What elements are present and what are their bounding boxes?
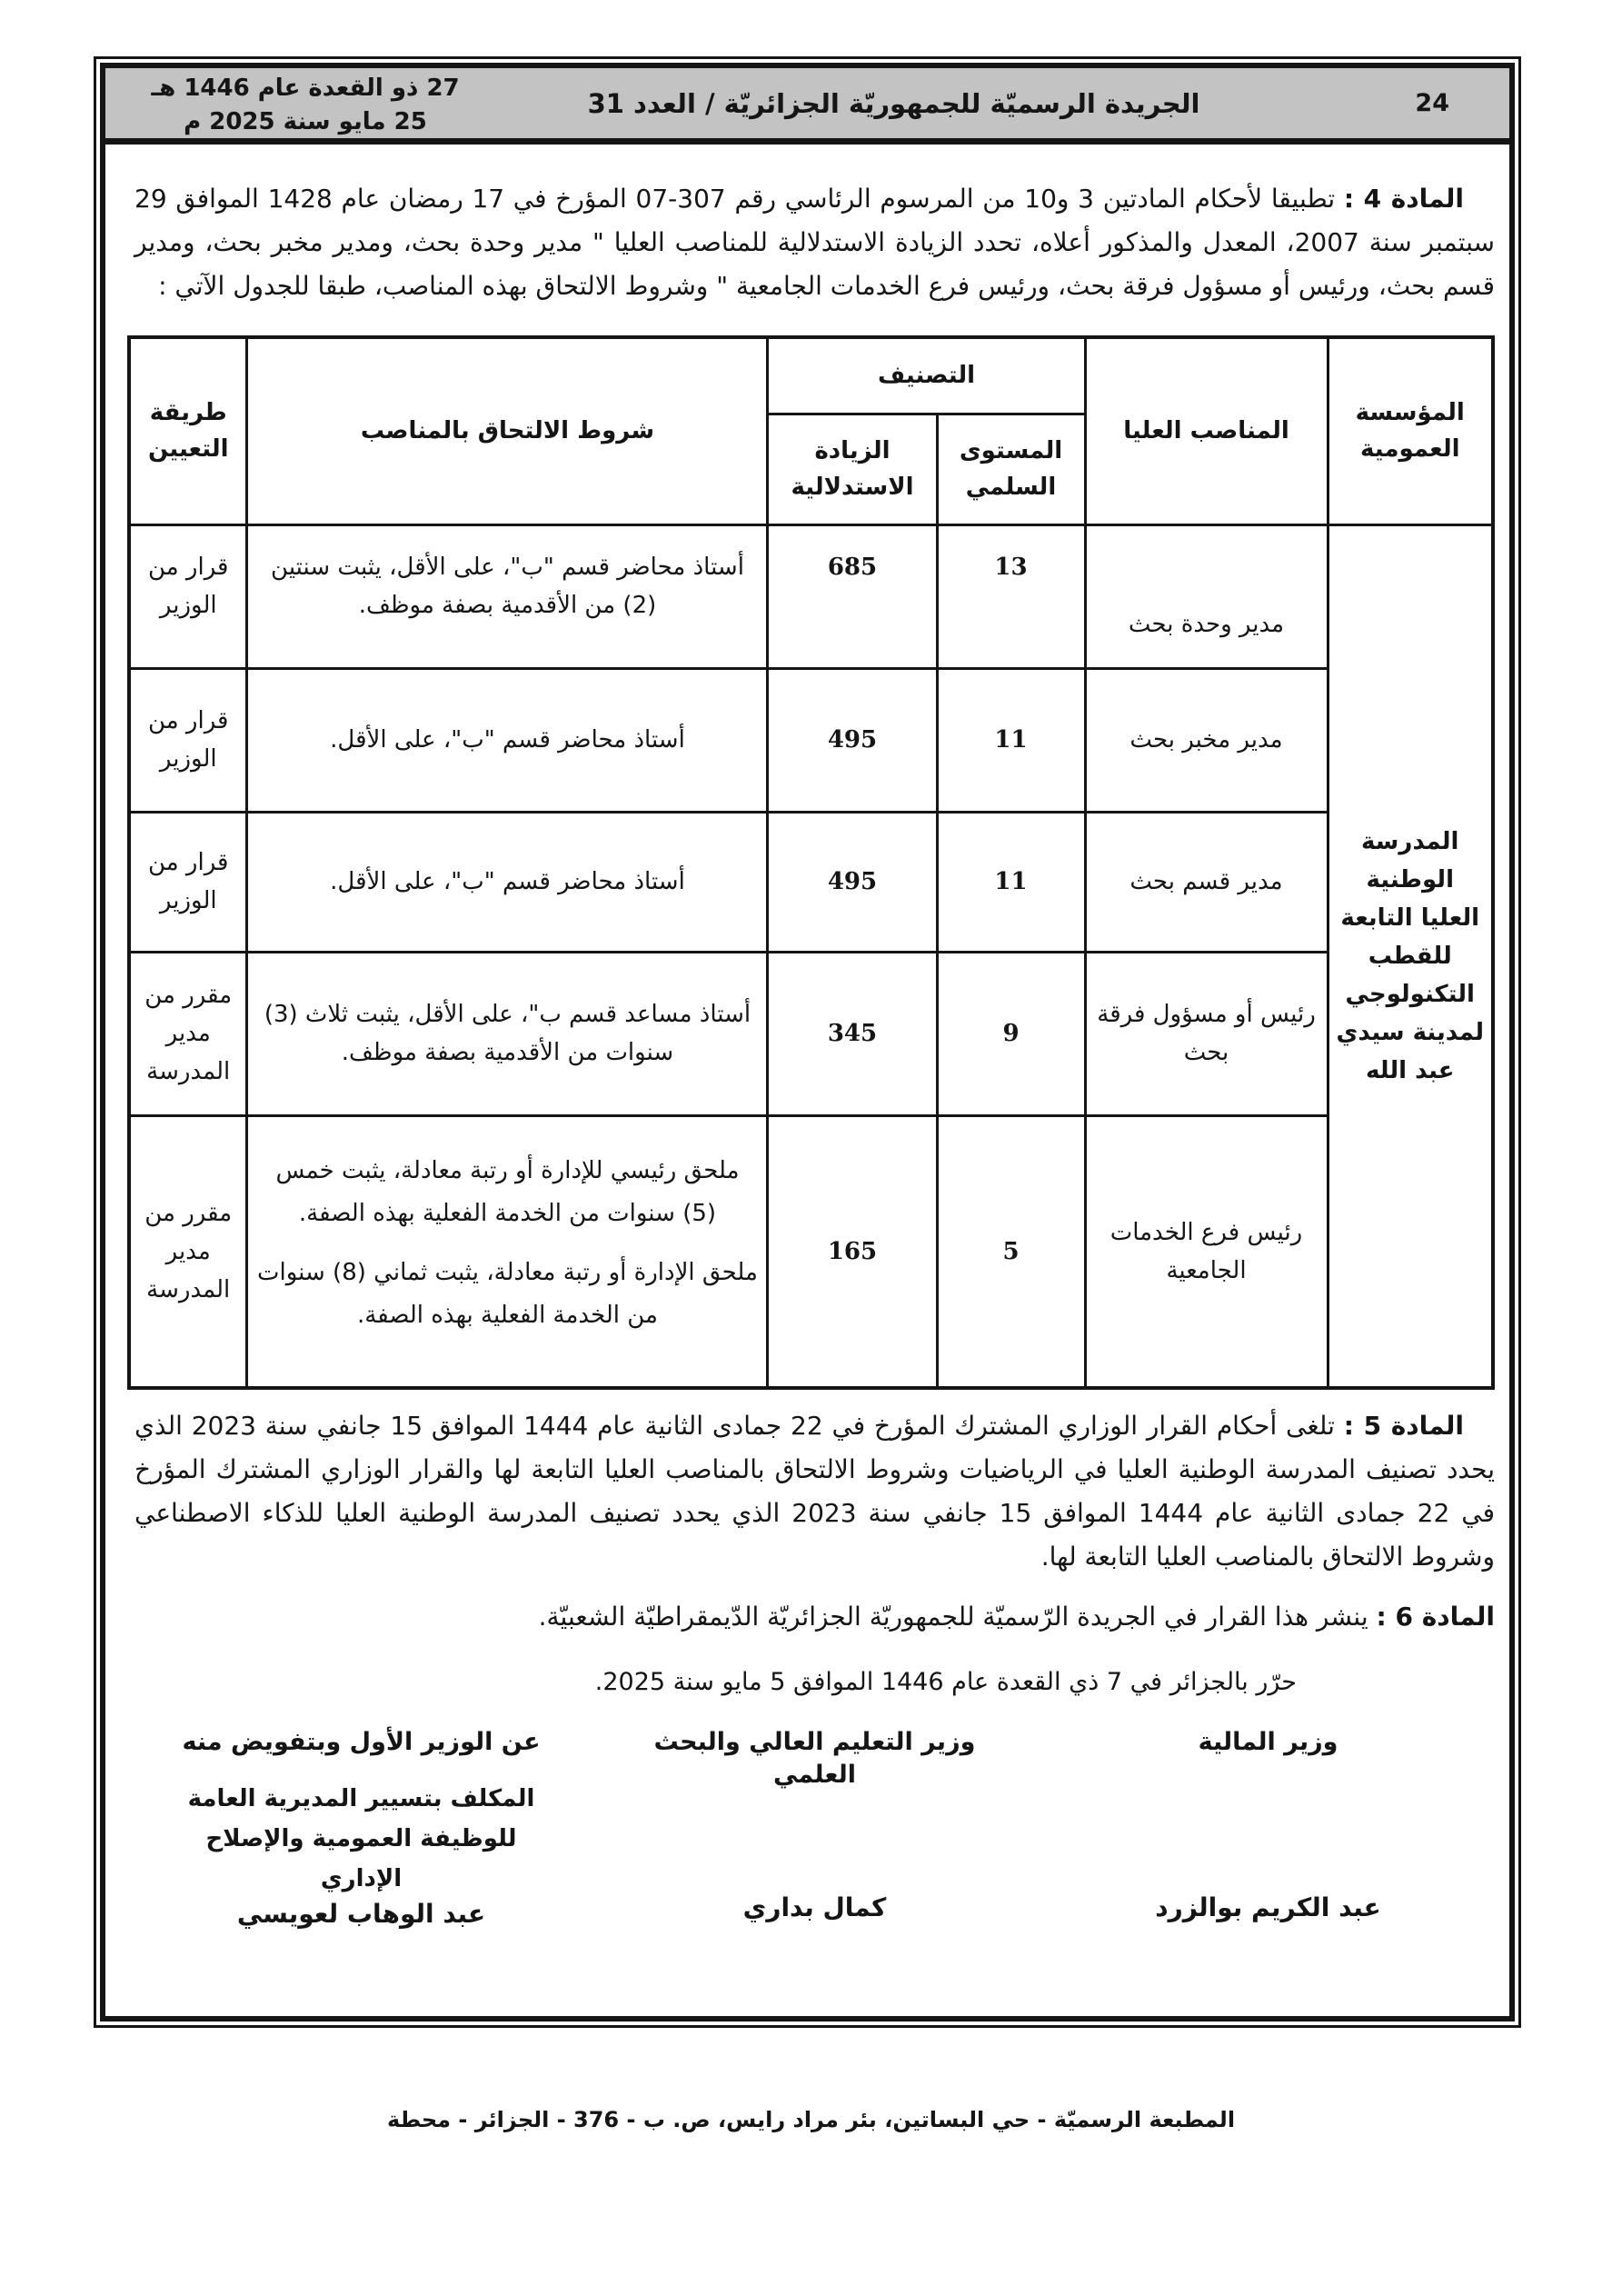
article-5-label: المادة 5 : bbox=[1343, 1411, 1465, 1441]
position-cell: رئيس فرع الخدمات الجامعية bbox=[1085, 1115, 1328, 1388]
sig-delegate-subtitle-line-1: المكلف بتسيير المديرية العامة bbox=[187, 1785, 535, 1812]
appointment-cell: قرار من الوزير bbox=[129, 668, 247, 812]
closing-line: حرّر بالجزائر في 7 ذي القعدة عام 1446 الموافق 5 مايو سنة 2025. bbox=[594, 1668, 1297, 1696]
article-4-text: تطبيقا لأحكام المادتين 3 و10 من المرسوم الرئاسي رقم 307-07 المؤرخ في 17 رمضان عام 1428 الموافق 29 سبتمبر سنة 2007، المعدل والمذكور أعلاه، تحدد الزيادة الاستدلالية للمناصب العليا " مدير وحدة بحث، ومدير مخبر بحث، ومدير قسم بحث، ورئيس أو مسؤول فرقة بحث، ورئيس فرع الخدمات الجامعية " وشروط الالتحاق بهذه المناصب، طبقا للجدول الآتي : bbox=[134, 184, 1495, 301]
sig-higher-education-title: وزير التعليم العالي والبحث العلمي bbox=[653, 1728, 976, 1789]
journal-title: الجريدة الرسميّة للجمهوريّة الجزائريّة / العدد 31 bbox=[587, 87, 1200, 119]
appointment-cell: مقرر من مدير المدرسة bbox=[129, 1115, 247, 1388]
table-row bbox=[129, 812, 1493, 952]
position-cell: رئيس أو مسؤول فرقة بحث bbox=[1085, 952, 1328, 1115]
col-header-positions: المناصب العليا bbox=[1085, 337, 1328, 524]
page-number: 24 bbox=[1415, 89, 1449, 117]
appointment-cell: مقرر من مدير المدرسة bbox=[129, 952, 247, 1115]
conditions-cell: أستاذ محاضر قسم "ب"، على الأقل. bbox=[247, 668, 768, 812]
article-6 bbox=[134, 1595, 1495, 1639]
header-bar bbox=[105, 68, 1509, 145]
level-cell: 9 bbox=[937, 952, 1085, 1115]
article-5 bbox=[134, 1404, 1495, 1579]
table-row bbox=[129, 952, 1493, 1115]
article-6-text: ينشر هذا القرار في الجريدة الرّسميّة للجمهوريّة الجزائريّة الدّيمقراطيّة الشعبيّة. bbox=[538, 1602, 1368, 1632]
sig-delegate-subtitle-line-2: للوظيفة العمومية والإصلاح الإداري bbox=[205, 1825, 517, 1892]
table-head bbox=[129, 337, 1493, 524]
article-4-label: المادة 4 : bbox=[1343, 184, 1465, 214]
institution-cell: المدرسة الوطنية العليا التابعة للقطب التكنولوجي لمدينة سيدي عبد الله bbox=[1328, 524, 1493, 1388]
conditions-paragraph-1: ملحق رئيسي للإدارة أو رتبة معادلة، يثبت خمس (5) سنوات من الخدمة الفعلية بهذه الصفة. bbox=[275, 1156, 740, 1227]
signature-higher-education-minister bbox=[588, 1726, 1041, 1922]
level-cell: 13 bbox=[937, 524, 1085, 668]
col-header-conditions: شروط الالتحاق بالمناصب bbox=[247, 337, 768, 524]
level-cell: 11 bbox=[937, 668, 1085, 812]
signature-finance-minister bbox=[1041, 1726, 1495, 1922]
positions-table bbox=[127, 335, 1495, 1390]
increase-cell: 165 bbox=[768, 1115, 937, 1388]
col-header-appointment: طريقة التعيين bbox=[129, 337, 247, 524]
date-gregorian: 25 مايو سنة 2025 م bbox=[184, 108, 427, 135]
conditions-cell: أستاذ محاضر قسم "ب"، على الأقل. bbox=[247, 812, 768, 952]
article-5-text: تلغى أحكام القرار الوزاري المشترك المؤرخ في 22 جمادى الثانية عام 1444 الموافق 15 جانفي سنة 2023 الذي يحدد تصنيف المدرسة الوطنية العليا في الرياضيات وشروط الالتحاق بالمناصب العليا التابعة لها والقرار الوزاري المشترك المؤرخ في 22 جمادى الثانية عام 1444 الموافق 15 جانفي سنة 2023 الذي يحدد تصنيف المدرسة الوطنية العليا للذكاء الاصطناعي وشروط الالتحاق بالمناصب العليا التابعة لها. bbox=[134, 1411, 1495, 1572]
conditions-cell: أستاذ مساعد قسم ب"، على الأقل، يثبت ثلاث (3) سنوات من الأقدمية بصفة موظف. bbox=[247, 952, 768, 1115]
table-header-row-1 bbox=[129, 337, 1493, 414]
sig-finance-title: وزير المالية bbox=[1198, 1728, 1338, 1756]
table-row bbox=[129, 524, 1493, 668]
table-body bbox=[129, 524, 1493, 1388]
table-row bbox=[129, 668, 1493, 812]
increase-cell: 495 bbox=[768, 812, 937, 952]
sig-delegate-name: عبد الوهاب لعويسي bbox=[236, 1899, 486, 1929]
page-frame bbox=[100, 63, 1515, 2021]
date-hijri: 27 ذو القعدة عام 1446 هـ bbox=[151, 75, 460, 102]
increase-cell: 495 bbox=[768, 668, 937, 812]
appointment-cell: قرار من الوزير bbox=[129, 812, 247, 952]
col-header-level: المستوى السلمي bbox=[937, 414, 1085, 524]
col-header-institution: المؤسسة العمومية bbox=[1328, 337, 1493, 524]
conditions-cell bbox=[247, 1115, 768, 1388]
appointment-cell: قرار من الوزير bbox=[129, 524, 247, 668]
position-cell: مدير وحدة بحث bbox=[1085, 524, 1328, 668]
page-footer: المطبعة الرسميّة - حي البساتين، بئر مراد رايس، ص. ب - 376 - الجزائر - محطة bbox=[386, 2107, 1236, 2132]
sig-delegate-title: عن الوزير الأول وبتفويض منه bbox=[182, 1728, 541, 1756]
conditions-cell: أستاذ محاضر قسم "ب"، على الأقل، يثبت سنتين (2) من الأقدمية بصفة موظف. bbox=[247, 524, 768, 668]
signatures-block bbox=[134, 1726, 1495, 1929]
col-header-classification: التصنيف bbox=[768, 337, 1085, 414]
increase-cell: 685 bbox=[768, 524, 937, 668]
signature-first-minister-delegate bbox=[134, 1726, 588, 1929]
sig-finance-name: عبد الكريم بوالزرد bbox=[1155, 1892, 1381, 1922]
level-cell: 11 bbox=[937, 812, 1085, 952]
level-cell: 5 bbox=[937, 1115, 1085, 1388]
conditions-paragraph-2: ملحق الإدارة أو رتبة معادلة، يثبت ثماني (8) سنوات من الخدمة الفعلية بهذه الصفة. bbox=[257, 1258, 758, 1329]
sig-higher-education-name: كمال بداري bbox=[742, 1892, 887, 1922]
position-cell: مدير قسم بحث bbox=[1085, 812, 1328, 952]
increase-cell: 345 bbox=[768, 952, 937, 1115]
article-4 bbox=[134, 177, 1495, 308]
article-6-label: المادة 6 : bbox=[1376, 1602, 1495, 1632]
sig-delegate-subtitle bbox=[166, 1779, 557, 1899]
page-content bbox=[105, 177, 1509, 1929]
table-row bbox=[129, 1115, 1493, 1388]
position-cell: مدير مخبر بحث bbox=[1085, 668, 1328, 812]
col-header-increase: الزيادة الاستدلالية bbox=[768, 414, 937, 524]
